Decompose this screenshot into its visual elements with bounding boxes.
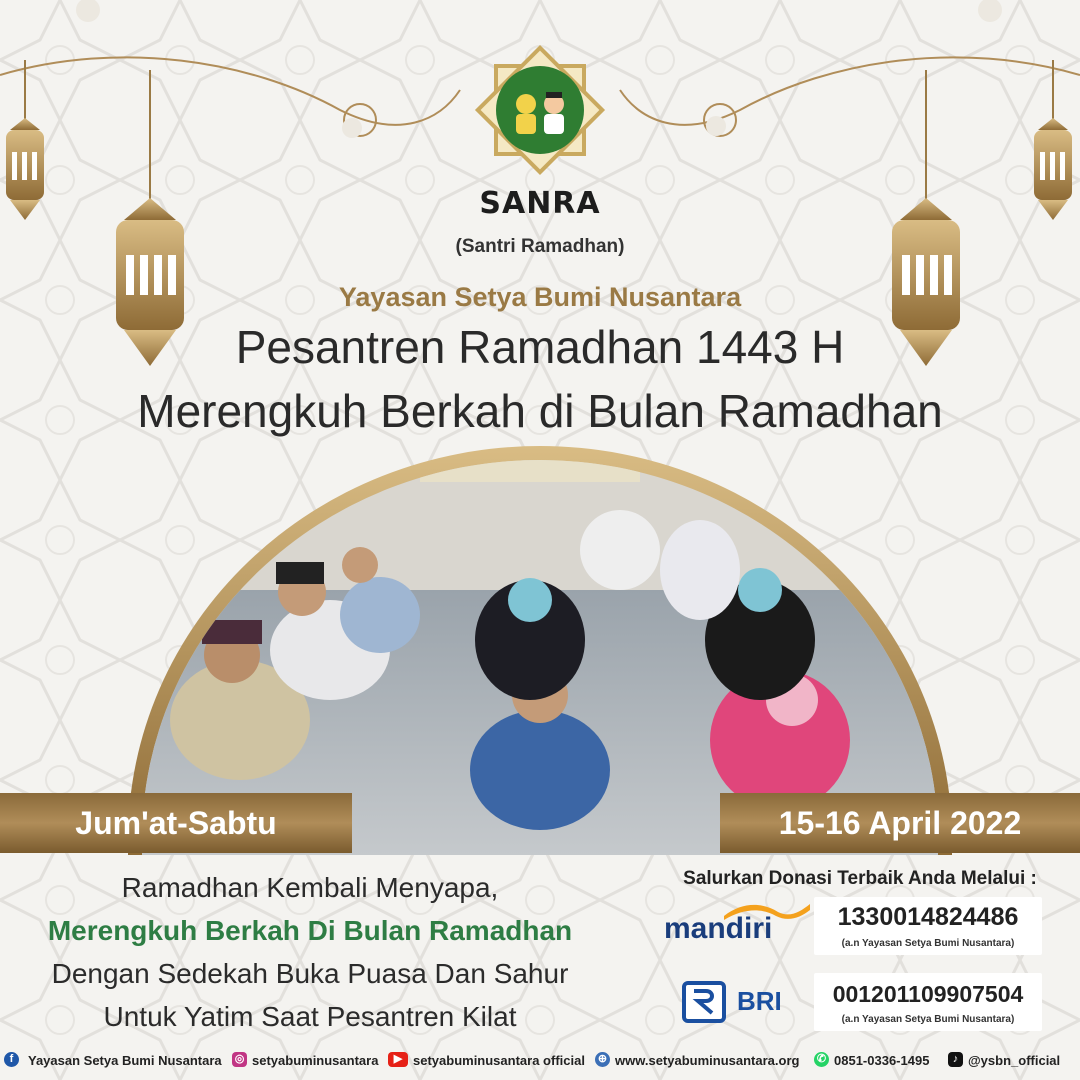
mandiri-account-number: 1330014824486 (837, 903, 1019, 931)
event-days-banner: Jum'at-Sabtu (0, 793, 352, 853)
youtube-icon: ▶ (388, 1052, 408, 1067)
footer-youtube[interactable]: setyabuminusantara official (413, 1053, 585, 1068)
message-line-1: Ramadhan Kembali Menyapa, (121, 872, 499, 903)
event-title: Pesantren Ramadhan 1443 H (235, 321, 845, 373)
instagram-icon: ◎ (232, 1052, 247, 1067)
bri-logo-icon (682, 981, 726, 1023)
bri-account-number: 001201109907504 (832, 981, 1024, 1007)
mandiri-account-holder: (a.n Yayasan Setya Bumi Nusantara) (841, 938, 1015, 949)
tiktok-icon: ♪ (948, 1052, 963, 1067)
message-line-4: Untuk Yatim Saat Pesantren Kilat (103, 1001, 517, 1032)
bri-account-holder: (a.n Yayasan Setya Bumi Nusantara) (841, 1014, 1015, 1025)
event-tagline: Merengkuh Berkah di Bulan Ramadhan (137, 385, 943, 437)
footer-tiktok[interactable]: @ysbn_official (968, 1053, 1061, 1068)
logo-name: SANRA (479, 186, 601, 221)
message-line-3: Dengan Sedekah Buka Puasa Dan Sahur (51, 958, 569, 989)
globe-icon: ⊕ (595, 1052, 610, 1067)
mandiri-wave-icon (722, 900, 812, 920)
donation-title: Salurkan Donasi Terbaik Anda Melalui : (683, 868, 1037, 889)
mandiri-logo: mandiri (664, 912, 773, 945)
whatsapp-icon: ✆ (814, 1052, 829, 1067)
organization-name: Yayasan Setya Bumi Nusantara (338, 282, 742, 312)
event-dates-banner: 15-16 April 2022 (720, 793, 1080, 853)
message-line-2: Merengkuh Berkah Di Bulan Ramadhan (47, 915, 573, 946)
bri-logo: BRI (737, 986, 782, 1016)
bri-account (814, 973, 1042, 1031)
footer-website[interactable]: www.setyabuminusantara.org (615, 1053, 800, 1068)
footer-whatsapp[interactable]: 0851-0336-1495 (834, 1053, 930, 1068)
logo-subtitle: (Santri Ramadhan) (455, 236, 625, 257)
footer (0, 1044, 1080, 1076)
sanra-logo (470, 40, 610, 180)
footer-instagram[interactable]: setyabuminusantara (252, 1053, 379, 1068)
facebook-icon: f (4, 1052, 19, 1067)
footer-facebook[interactable]: Yayasan Setya Bumi Nusantara (28, 1053, 222, 1068)
mandiri-account (814, 897, 1042, 955)
